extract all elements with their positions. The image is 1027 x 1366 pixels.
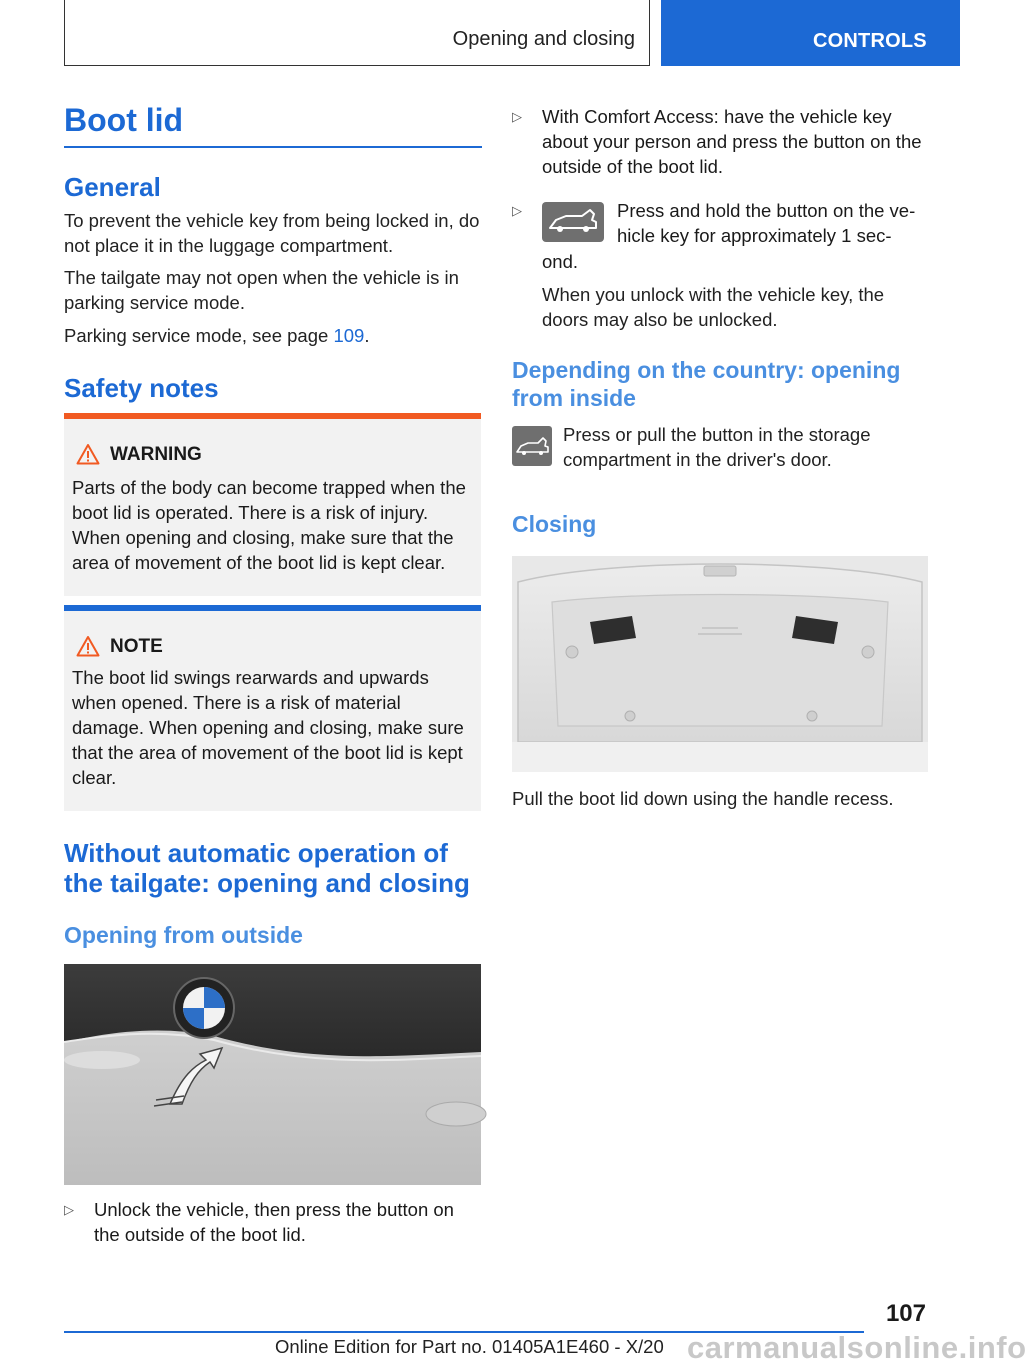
opening-outside-heading: Opening from outside xyxy=(64,922,303,948)
key-button-line-1: Press and hold the button on the ve- xyxy=(617,200,916,221)
page-link-109[interactable]: 109 xyxy=(333,325,365,346)
bullet-marker-icon: ▷ xyxy=(512,109,522,124)
key-unlock-doors-text: When you unlock with the vehicle key, the doors may also be unlocked. xyxy=(542,284,885,330)
note-label: NOTE xyxy=(110,636,163,657)
general-paragraph-3 xyxy=(64,323,482,348)
parking-ref-text: Parking service mode, see page xyxy=(64,325,334,346)
bullet-key-button xyxy=(512,198,932,278)
boot-lid-inside-image xyxy=(512,556,928,772)
general-paragraph-1: To prevent the vehicle key from being locked in, do not place it in the luggage compartment. xyxy=(64,210,480,256)
bullet-marker-icon: ▷ xyxy=(512,203,522,218)
warning-box xyxy=(64,413,481,596)
page-title: Boot lid xyxy=(64,102,184,138)
parking-ref-suffix: . xyxy=(364,325,370,346)
boot-lid-outside-image xyxy=(64,964,481,1185)
bullet-comfort-text: With Comfort Access: have the vehicle key about your person and press the button on the outside of the boot lid. xyxy=(542,106,922,177)
general-heading: General xyxy=(64,172,161,202)
watermark: carmanualsonline.info xyxy=(687,1330,1027,1365)
footer-edition: Online Edition for Part no. 01405A1E460 - X/20 xyxy=(275,1336,664,1357)
header-section-title: Opening and closing xyxy=(452,28,635,50)
without-automatic-heading: Without automatic operation of the tailgate: opening and closing xyxy=(64,838,470,898)
warning-bar xyxy=(64,413,481,419)
warning-text: Parts of the body can become trapped when the boot lid is operated. There is a risk of injury. When opening and closing, make sure that the area of movement of the boot lid is kept clear. xyxy=(72,477,466,573)
safety-notes-heading: Safety notes xyxy=(64,373,219,403)
inside-button-text: Press or pull the button in the storage compartment in the driver's door. xyxy=(563,424,871,470)
key-tailgate-button-icon xyxy=(542,202,604,242)
note-triangle-icon xyxy=(76,635,100,657)
country-opening-inside-heading: Depending on the country: opening from inside xyxy=(512,357,901,411)
note-text: The boot lid swings rearwards and upwards when opened. There is a risk of material damage. When opening and closing, make sure that the area of movement of the boot lid is kept clear. xyxy=(72,667,464,788)
header-section-box xyxy=(64,0,650,66)
note-box xyxy=(64,605,481,811)
bullet-marker-icon: ▷ xyxy=(64,1202,74,1217)
general-paragraph-2: The tailgate may not open when the vehicle is in parking service mode. xyxy=(64,267,459,313)
door-tailgate-button-icon xyxy=(512,426,552,466)
page-number: 107 xyxy=(885,1300,926,1327)
key-button-line-3: ond. xyxy=(542,251,579,272)
warning-label: WARNING xyxy=(110,444,202,465)
title-rule xyxy=(64,146,482,148)
note-bar xyxy=(64,605,481,611)
bullet-unlock-text: Unlock the vehicle, then press the button on the outside of the boot lid. xyxy=(94,1199,454,1245)
warning-triangle-icon xyxy=(76,443,100,465)
header-chapter-tab[interactable] xyxy=(661,0,960,66)
closing-heading: Closing xyxy=(512,511,597,537)
header-chapter-label: CONTROLS xyxy=(813,30,927,52)
closing-text: Pull the boot lid down using the handle recess. xyxy=(512,788,894,809)
key-button-line-2: hicle key for approximately 1 sec- xyxy=(617,225,892,246)
